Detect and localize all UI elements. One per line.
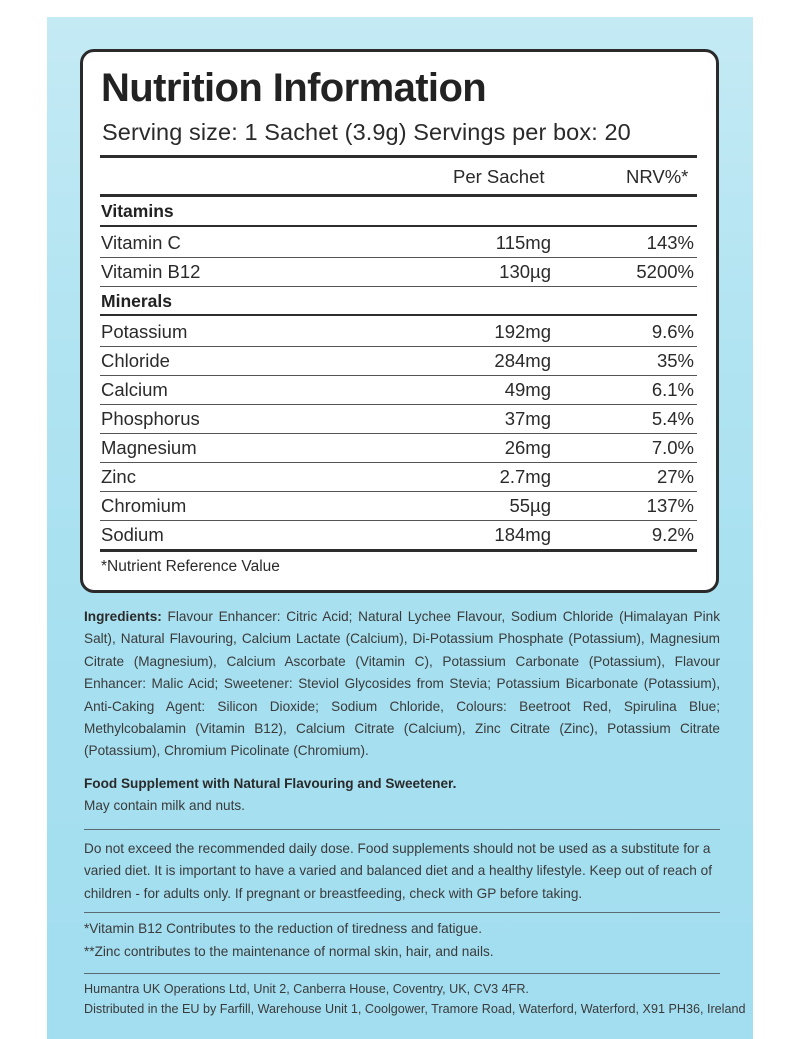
ingredients-label: Ingredients: [84,609,162,624]
nutrient-name: Chloride [101,350,170,371]
nutrient-amount: 115mg [495,232,551,253]
section-divider [100,314,697,316]
eu-distributor-address: Distributed in the EU by Farfill, Warehouse Unit 1, Coolgower, Tramore Road, Waterford, Waterford, X91 PH36, Ireland [84,1002,746,1016]
nutrient-nrv: 5.4% [651,408,694,429]
nutrient-name: Potassium [101,321,188,342]
table-row [100,376,697,405]
nutrient-amount: 37mg [504,408,551,429]
section-divider [84,973,720,974]
nutrient-amount: 2.7mg [499,466,551,487]
health-claim-zinc: **Zinc contributes to the maintenance of normal skin, hair, and nails. [84,944,494,959]
warning-paragraph: Do not exceed the recommended daily dose. Food supplements should not be used as a substitute for a varied diet. It is important to have a varied and balanced diet and a healthy lifestyle. Keep out of reach of children - for adults only. If pregnant or breastfeeding, check with GP before taking. [84,841,712,901]
nutrient-name: Zinc [101,466,136,487]
section-divider [100,225,697,227]
nutrient-nrv: 5200% [636,261,694,282]
nutrient-amount: 55µg [509,495,551,516]
nutrient-amount: 49mg [504,379,551,400]
section-divider [84,912,720,913]
table-row [100,258,697,287]
nutrient-nrv: 7.0% [651,437,694,458]
table-row [100,405,697,434]
nutrient-name: Vitamin B12 [101,261,201,282]
ingredients-paragraph [84,606,720,763]
allergen-notice: May contain milk and nuts. [84,798,245,813]
nrv-footnote: *Nutrient Reference Value [101,558,280,575]
nutrient-name: Phosphorus [101,408,200,429]
nutrient-nrv: 6.1% [651,379,694,400]
table-bottom-divider [100,549,697,552]
table-row [100,463,697,492]
nutrient-name: Calcium [101,379,168,400]
table-row [100,434,697,463]
section-divider [84,829,720,830]
section-vitamins: Vitamins [101,201,174,221]
nutrient-nrv: 27% [656,466,694,487]
nutrition-title: Nutrition Information [101,66,487,110]
nutrient-amount: 130µg [499,261,551,282]
nutrient-name: Magnesium [101,437,197,458]
header-divider [100,194,697,197]
table-row [100,492,697,521]
nutrient-amount: 192mg [494,321,551,342]
nutrient-name: Chromium [101,495,187,516]
nutrient-nrv: 9.6% [651,321,694,342]
table-row [100,347,697,376]
nutrient-name: Sodium [101,524,164,545]
table-row [100,521,697,550]
nutrient-amount: 26mg [504,437,551,458]
nutrient-nrv: 137% [646,495,694,516]
title-divider [100,155,697,158]
table-row [100,318,697,347]
serving-info: Serving size: 1 Sachet (3.9g) Servings per box: 20 [102,119,631,145]
health-claim-b12: *Vitamin B12 Contributes to the reduction of tiredness and fatigue. [84,921,482,936]
nutrient-nrv: 143% [646,232,694,253]
table-row [100,229,697,258]
nutrient-amount: 284mg [494,350,551,371]
section-minerals: Minerals [101,291,172,311]
column-header-nrv: NRV%* [626,166,689,187]
nutrient-nrv: 35% [656,350,694,371]
column-header-per-sachet: Per Sachet [453,166,545,187]
nutrient-amount: 184mg [494,524,551,545]
nutrient-nrv: 9.2% [651,524,694,545]
manufacturer-address: Humantra UK Operations Ltd, Unit 2, Canberra House, Coventry, UK, CV3 4FR. [84,982,529,996]
nutrient-name: Vitamin C [101,232,181,253]
supplement-title: Food Supplement with Natural Flavouring and Sweetener. [84,776,457,791]
ingredients-text: Flavour Enhancer: Citric Acid; Natural Lychee Flavour, Sodium Chloride (Himalayan Pink Salt), Natural Flavouring, Calcium Lactate (Calcium), Di-Potassium Phosphate (Potassium), Magnesium Citrate (Magnesium), Calcium Ascorbate (Vitamin C), Potassium Carbonate (Potassium), Flavour Enhancer: Malic Acid; Sweetener: Steviol Glycosides from Stevia; Potassium Bicarbonate (Potassium), Anti-Caking Agent: Silicon Dioxide; Sodium Chloride, Colours: Beetroot Red, Spirulina Blue; Methylcobalamin (Vitamin B12), Calcium Citrate (Calcium), Zinc Citrate (Zinc), Potassium Citrate (Potassium), Chromium Picolinate (Chromium). [84,609,720,759]
row-divider [100,286,697,287]
